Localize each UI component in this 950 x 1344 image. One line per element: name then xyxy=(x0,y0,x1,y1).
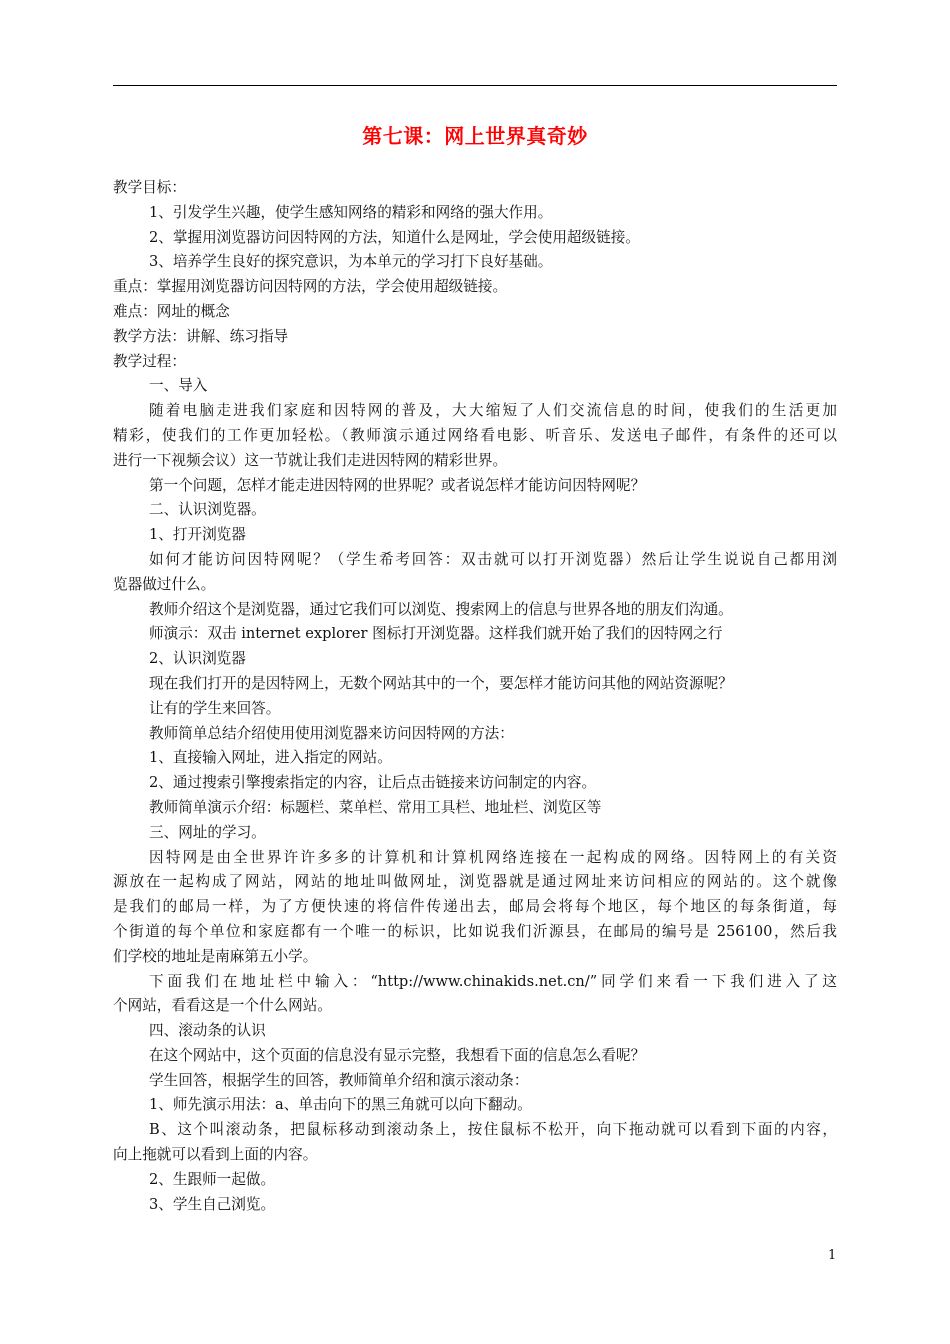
text-line: 1、引发学生兴趣，使学生感知网络的精彩和网络的强大作用。 xyxy=(149,203,553,221)
text-line: 师演示：双击 internet explorer 图标打开浏览器。这样我们就开始了我们的因特网之行 xyxy=(149,625,723,643)
header-rule xyxy=(113,85,837,86)
text-line: 3、学生自己浏览。 xyxy=(149,1195,276,1213)
text-line: 览器做过什么。 xyxy=(113,575,216,593)
text-line: 们学校的地址是南麻第五小学。 xyxy=(113,947,318,965)
text-line: 因特网是由全世界许许多多的计算机和计算机网络连接在一起构成的网络。因特网上的有关资 xyxy=(149,848,837,866)
text-line: B、这个叫滚动条，把鼠标移动到滚动条上，按住鼠标不松开，向下拖动就可以看到下面的内容， xyxy=(149,1121,837,1139)
document-body xyxy=(113,176,837,1217)
text-line: 一、导入 xyxy=(149,377,208,395)
text-line: 精彩，使我们的工作更加轻松。（教师演示通过网络看电影、听音乐、发送电子邮件，有条件的还可以 xyxy=(113,426,837,444)
text-line: 教师简单总结介绍使用使用浏览器来访问因特网的方法： xyxy=(149,724,514,742)
text-line: 教学目标： xyxy=(113,179,186,196)
text-line: 3、培养学生良好的探究意识，为本单元的学习打下良好基础。 xyxy=(149,253,553,271)
text-line: 教学方法：讲解、练习指导 xyxy=(113,327,289,345)
text-line: 2、生跟师一起做。 xyxy=(149,1170,276,1188)
text-line: 如何才能访问因特网呢？（学生希考回答：双击就可以打开浏览器）然后让学生说说自己都用浏 xyxy=(149,550,837,568)
text-line: 2、认识浏览器 xyxy=(149,650,246,668)
text-line: 1、直接输入网址，进入指定的网站。 xyxy=(149,749,392,767)
text-line: 难点：网址的概念 xyxy=(113,302,230,320)
text-line: 二、认识浏览器。 xyxy=(149,501,266,519)
text-line: 教学过程： xyxy=(113,352,186,370)
text-line: 随着电脑走进我们家庭和因特网的普及，大大缩短了人们交流信息的时间，使我们的生活更加 xyxy=(149,402,837,420)
text-line: 三、网址的学习。 xyxy=(149,823,266,841)
page-title: 第七课：网上世界真奇妙 xyxy=(362,124,588,148)
text-line: 2、掌握用浏览器访问因特网的方法，知道什么是网址，学会使用超级链接。 xyxy=(149,228,640,246)
text-line: 让有的学生来回答。 xyxy=(149,699,281,717)
text-line: 1、师先演示用法：a、单击向下的黑三角就可以向下翻动。 xyxy=(149,1096,532,1114)
text-line: 下面我们在地址栏中输入：“http://www.chinakids.net.cn/”同学们来看一下我们进入了这 xyxy=(149,972,837,990)
text-line: 1、打开浏览器 xyxy=(149,526,246,544)
text-line: 源放在一起构成了网站，网站的地址叫做网址，浏览器就是通过网址来访问相应的网站的。这个就像 xyxy=(113,873,837,891)
text-line: 重点：掌握用浏览器访问因特网的方法，学会使用超级链接。 xyxy=(113,278,508,296)
text-line: 在这个网站中，这个页面的信息没有显示完整，我想看下面的信息怎么看呢？ xyxy=(149,1046,646,1064)
text-line: 现在我们打开的是因特网上，无数个网站其中的一个，要怎样才能访问其他的网站资源呢？ xyxy=(149,674,733,692)
text-line: 四、滚动条的认识 xyxy=(149,1022,266,1040)
text-line: 2、通过搜索引擎搜索指定的内容，让后点击链接来访问制定的内容。 xyxy=(149,774,597,792)
page-number: 1 xyxy=(828,1248,837,1263)
text-line: 教师介绍这个是浏览器，通过它我们可以浏览、搜索网上的信息与世界各地的朋友们沟通。 xyxy=(149,600,733,618)
text-line: 进行一下视频会议）这一节就让我们走进因特网的精彩世界。 xyxy=(113,451,508,469)
text-line: 第一个问题，怎样才能走进因特网的世界呢？或者说怎样才能访问因特网呢？ xyxy=(149,476,646,494)
text-line: 个网站，看看这是一个什么网站。 xyxy=(113,997,332,1015)
text-line: 教师简单演示介绍：标题栏、菜单栏、常用工具栏、地址栏、浏览区等 xyxy=(149,798,602,816)
text-line: 个街道的每个单位和家庭都有一个唯一的标识，比如说我们沂源县，在邮局的编号是 256100，然后我 xyxy=(113,922,837,940)
text-line: 学生回答，根据学生的回答，教师简单介绍和演示滚动条： xyxy=(149,1071,529,1089)
text-line: 是我们的邮局一样，为了方便快速的将信件传递出去，邮局会将每个地区，每个地区的每条街道，每 xyxy=(113,898,837,916)
text-line: 向上拖就可以看到上面的内容。 xyxy=(113,1146,318,1164)
